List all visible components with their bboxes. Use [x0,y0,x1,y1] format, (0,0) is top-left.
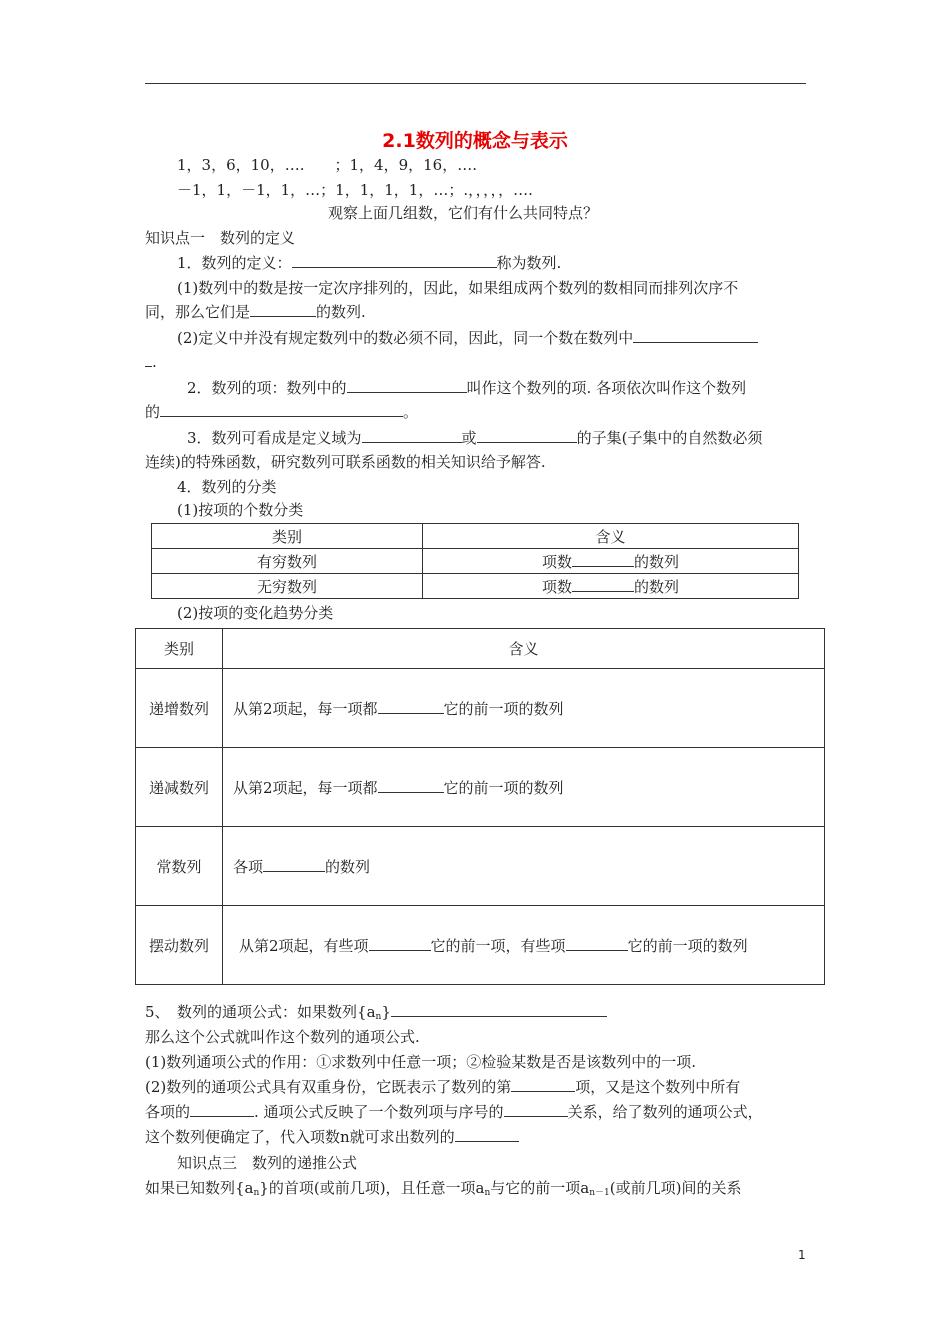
definition-text: 1．数列的定义： [177,254,292,272]
note1-blank[interactable] [250,302,316,317]
item5-line2: 那么这个公式就叫作这个数列的通项公式. [145,1028,420,1046]
oscillating-blank-b[interactable] [566,936,628,951]
table-row [136,748,825,827]
note2-period: . [152,353,157,371]
infinite-blank[interactable] [572,577,634,592]
definition-line [177,253,561,273]
definition-blank[interactable] [292,253,497,268]
classify-by-count: (1)按项的个数分类 [177,501,304,519]
count-classification-table [151,523,799,599]
item2-line1 [187,378,746,398]
intro-question: 观察上面几组数，它们有什么共同特点？ [328,204,599,222]
item3-or: 或 [461,429,477,447]
relation-blank[interactable] [504,1102,568,1117]
item3-text: 3．数列可看成是定义域为 [187,429,362,447]
oscillating-blank-a[interactable] [369,936,431,951]
definition-suffix: 称为数列. [496,254,562,272]
row-category: 递增数列 [136,669,223,748]
increasing-blank[interactable] [378,699,444,714]
note2-text: (2)定义中并没有规定数列中的数必须不同，因此，同一个数在数列中 [177,329,634,347]
table-row [136,906,825,985]
table-row [136,669,825,748]
row-category: 摆动数列 [136,906,223,985]
table-header-row [136,629,825,669]
intro-line-1: 1，3，6，10，…. ；1，4，9，16，…. [177,156,477,174]
general-term-blank[interactable] [391,1002,607,1017]
item5-text: 5、 数列的通项公式：如果数列{a [145,1003,376,1021]
table-row [136,827,825,906]
note2-line1 [177,328,758,348]
item2-line2 [145,402,418,422]
row-category: 无穷数列 [152,574,423,599]
item2-text: 2．数列的项：数列中的 [187,379,347,397]
table-header-row [152,524,799,549]
intro-line-2: －1，1，－1，1，…；1，1，1，1，…；.，，，，，…. [177,181,533,199]
note1-line2 [145,302,366,322]
row-meaning: 从第2项起，有些项 它的前一项，有些项 它的前一项的数列 [223,906,825,985]
item2-text-b: 叫作这个数列的项. 各项依次叫作这个数列 [466,379,747,397]
note2-blank-cont[interactable] [145,352,152,367]
item5-line4: (2)数列的通项公式具有双重身份，它既表示了数列的第 项，又是这个数列中所有 [145,1078,741,1096]
note2-line2 [145,352,157,372]
item5-line5: 各项的 . 通项公式反映了一个数列项与序号的 关系，给了数列的通项公式， [145,1103,763,1121]
decreasing-blank[interactable] [378,778,444,793]
header-category: 类别 [152,524,423,549]
header-category: 类别 [136,629,223,669]
trend-classification-table [135,628,825,985]
item2-blank-b[interactable] [160,402,403,417]
page-title: 2.1数列的概念与表示 [382,130,568,152]
item5-line6: 这个数列便确定了，代入项数n就可求出数列的 [145,1127,519,1147]
finite-blank[interactable] [572,552,634,567]
kp1-heading: 知识点一 数列的定义 [145,229,296,247]
row-category: 常数列 [136,827,223,906]
row-category: 递减数列 [136,748,223,827]
note2-blank[interactable] [633,328,758,343]
table-row [152,574,799,599]
item3-blank-b[interactable] [477,428,577,443]
row-meaning: 从第2项起，每一项都 它的前一项的数列 [223,748,825,827]
row-meaning: 项数 的数列 [423,574,799,599]
page-number: 1 [798,1248,806,1262]
table-row [152,549,799,574]
item4-heading: 4．数列的分类 [177,478,277,496]
item5-line3: (1)数列通项公式的作用：①求数列中任意一项；②检验某数是否是该数列中的一项. [145,1053,697,1071]
item3-text-c: 的子集(子集中的自然数必须 [576,429,763,447]
row-meaning: 项数 的数列 [423,549,799,574]
constant-blank[interactable] [263,857,325,872]
header-rule [145,83,806,84]
item2-text-c: 的 [145,403,161,421]
kp3-line: 如果已知数列$\{a_n\}$的首项(或前几项)，且任意一项$a_n$与它的前一项$a_{n-1}$(或前几项)间的关系 [145,1179,742,1198]
item2-blank-a[interactable] [347,378,467,393]
row-meaning: 从第2项起，每一项都 它的前一项的数列 [223,669,825,748]
nth-term-blank[interactable] [511,1077,575,1092]
item3-blank-a[interactable] [362,428,462,443]
kp3-heading: 知识点三 数列的递推公式 [177,1154,358,1172]
terms-blank[interactable] [455,1127,519,1142]
header-meaning: 含义 [223,629,825,669]
row-category: 有穷数列 [152,549,423,574]
all-terms-blank[interactable] [190,1102,254,1117]
item3-line2: 连续)的特殊函数，研究数列可联系函数的相关知识给予解答. [145,453,546,471]
item3-line1 [187,428,762,448]
header-meaning: 含义 [423,524,799,549]
item5-line1: 5、 数列的通项公式：如果数列$\{a_n\}$ [145,1002,607,1027]
note1-text: 同，那么它们是 [145,303,251,321]
classify-by-trend: (2)按项的变化趋势分类 [177,604,334,622]
row-meaning: 各项 的数列 [223,827,825,906]
item2-text-d: 。 [403,403,419,421]
note1-line1: (1)数列中的数是按一定次序排列的，因此，如果组成两个数列的数相同而排列次序不 [177,279,739,297]
note1-suffix: 的数列. [316,303,366,321]
